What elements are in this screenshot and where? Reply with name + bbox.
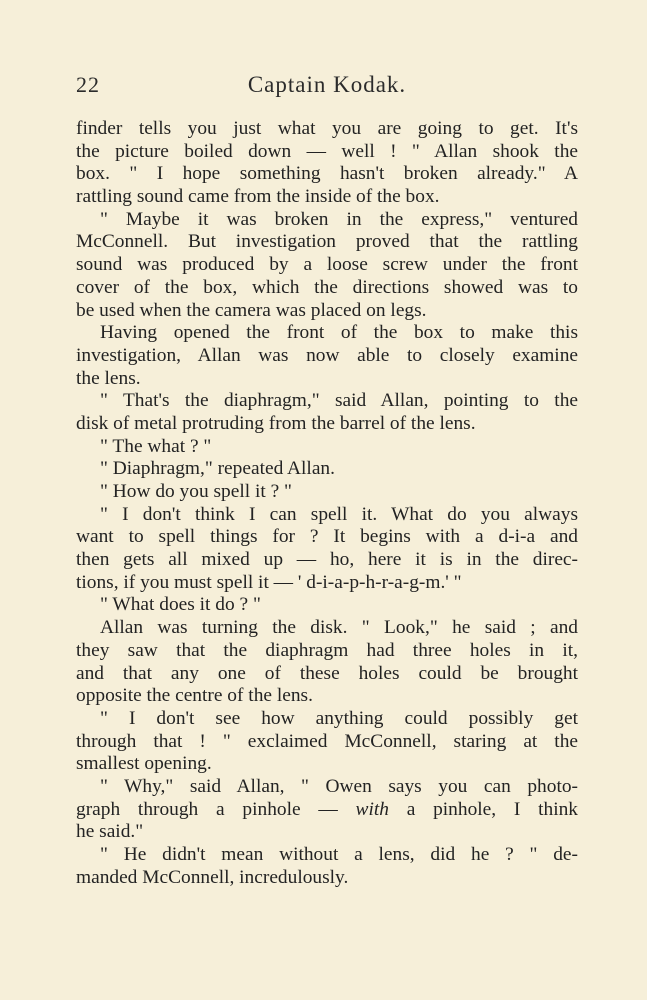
page-header	[76, 72, 578, 106]
text-line: tions, if you must spell it — ' d-i-a-p-h-r-a-g-m.' "	[76, 571, 462, 593]
text-segment: a pinhole, I think	[388, 798, 578, 820]
text-line: the picture boiled down — well ! " Allan shook the	[76, 140, 578, 162]
text-line: disk of metal protruding from the barrel of the lens.	[76, 412, 476, 434]
italic-word: with	[355, 798, 389, 820]
text-line: " How do you spell it ? "	[100, 481, 292, 502]
text-line: " What does it do ? "	[100, 594, 261, 616]
text-line: he said."	[76, 821, 144, 843]
text-line: " I don't see how anything could possibly get	[100, 707, 578, 729]
text-line: investigation, Allan was now able to closely examine	[76, 344, 578, 366]
text-line: " Why," said Allan, " Owen says you can photo-	[100, 775, 578, 797]
text-line: want to spell things for ? It begins with a d-i-a and	[76, 526, 578, 548]
text-line	[76, 799, 578, 822]
text-line: " Diaphragm," repeated Allan.	[100, 458, 335, 480]
page-number: 22	[76, 72, 100, 97]
text-line: and that any one of these holes could be brought	[76, 662, 578, 684]
text-line: then gets all mixed up — ho, here it is in the direc-	[76, 549, 578, 571]
text-line: McConnell. But investigation proved that the rattling	[76, 231, 578, 253]
text-line: sound was produced by a loose screw under the front	[76, 254, 578, 276]
text-line: be used when the camera was placed on legs.	[76, 299, 427, 321]
text-line: opposite the centre of the lens.	[76, 685, 313, 707]
text-line: the lens.	[76, 367, 141, 389]
text-line: finder tells you just what you are going to get. It's	[76, 118, 578, 139]
text-line: Allan was turning the disk. " Look," he said ; and	[100, 617, 578, 639]
text-segment: graph through a pinhole —	[76, 798, 356, 820]
text-line: Having opened the front of the box to make this	[100, 322, 578, 344]
text-line: through that ! " exclaimed McConnell, staring at the	[76, 730, 578, 752]
body-text	[76, 118, 578, 889]
text-line: box. " I hope something hasn't broken already." A	[76, 163, 578, 185]
text-line: manded McConnell, incredulously.	[76, 866, 349, 888]
text-line: " That's the diaphragm," said Allan, pointing to the	[100, 390, 578, 412]
text-line: smallest opening.	[76, 753, 212, 775]
running-title: Captain Kodak.	[247, 72, 407, 97]
text-line: " I don't think I can spell it. What do you always	[100, 503, 578, 525]
text-line: they saw that the diaphragm had three holes in it,	[76, 639, 578, 661]
text-line: " The what ? "	[100, 435, 212, 457]
text-line: " Maybe it was broken in the express," ventured	[100, 208, 578, 230]
text-line: cover of the box, which the directions showed was to	[76, 276, 578, 298]
text-line: rattling sound came from the inside of the box.	[76, 186, 440, 208]
text-line: " He didn't mean without a lens, did he ? " de-	[100, 844, 578, 865]
